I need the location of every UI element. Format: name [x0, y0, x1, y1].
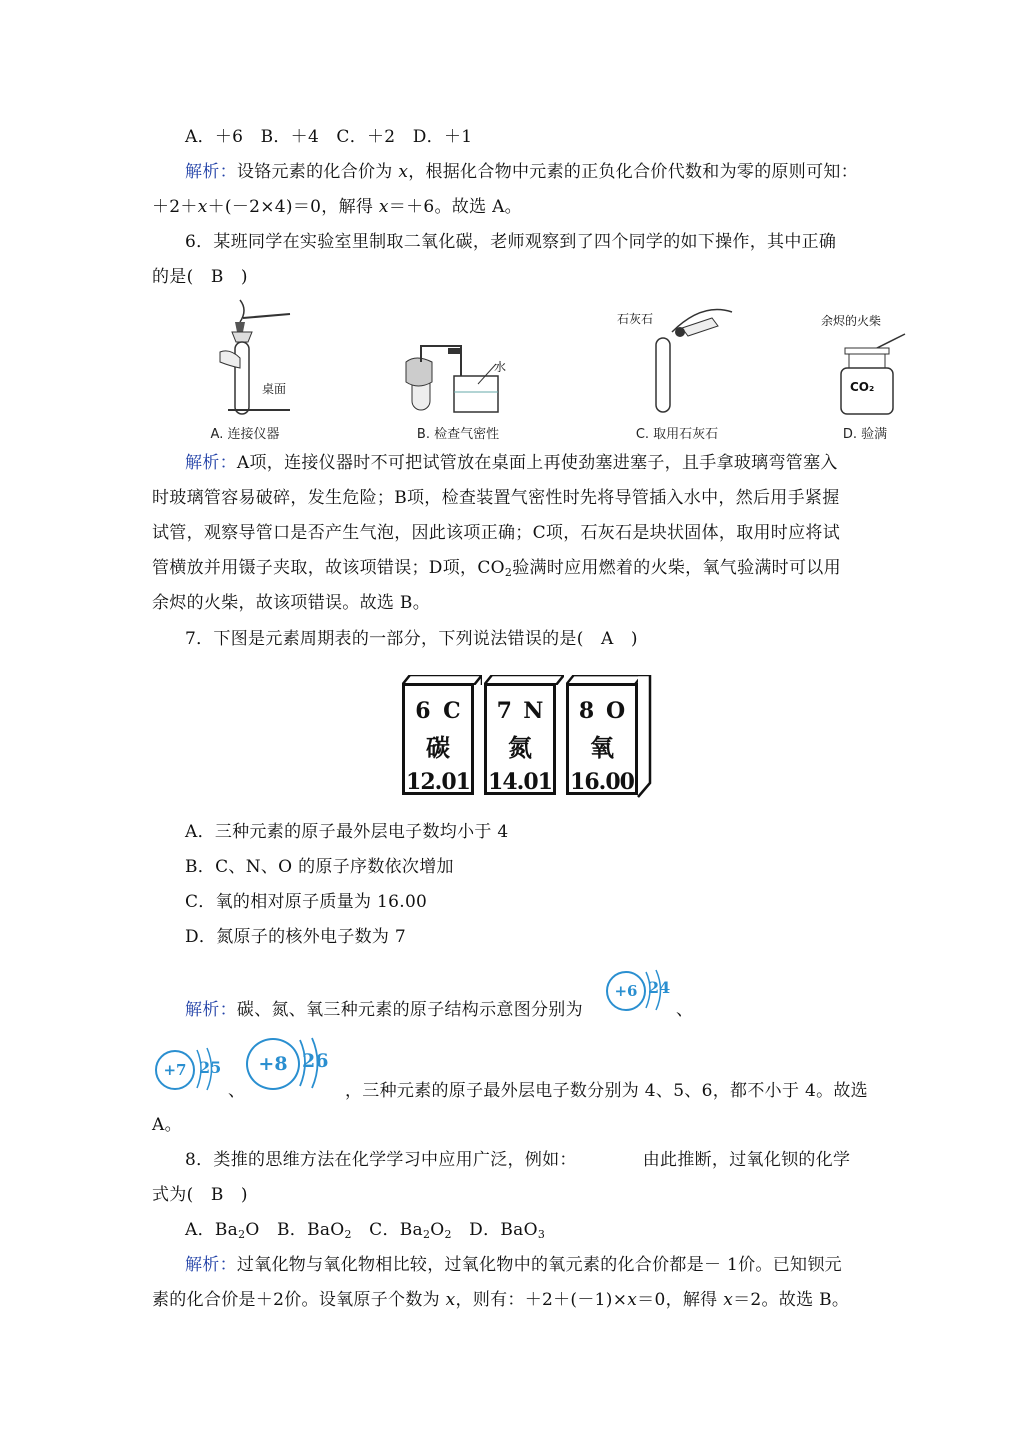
q8-options: A．$Ba_2O$ B．BaO$_2$ C．$Ba_2O_2$ D．BaO$_3$	[185, 1220, 546, 1241]
q7-stem: 7．下图是元素周期表的一部分，下列说法错误的是( A )	[185, 629, 638, 649]
atomic-number: 8	[578, 698, 595, 724]
airtightness-illustration	[398, 292, 518, 422]
q6-analysis-line4: 管横放并用镊子夹取，故该项错误；D项，$CO_2$验满时应用燃着的火柴，氧气验满时可以用	[152, 558, 841, 579]
q6-analysis-line1: 解析：A项，连接仪器时不可把试管放在桌面上再使劲塞进塞子，且手拿玻璃弯管塞入	[185, 453, 838, 473]
element-name: 氧	[590, 733, 614, 762]
atom-diagram-oxygen	[246, 1036, 336, 1092]
figure-caption: D. 验满	[842, 427, 888, 442]
table-label: 桌面	[262, 382, 287, 396]
q6-analysis-line3: 试管，观察导管口是否产生气泡，因此该项正确；C项，石灰石是块状固体，取用时应将试	[152, 523, 841, 543]
q7-option-a: A．三种元素的原子最外层电子数均小于 4	[185, 822, 509, 842]
water-label: 水	[494, 360, 507, 374]
atom-diagram-nitrogen	[155, 1046, 230, 1096]
q6-stem-line2: 的是( B )	[152, 267, 248, 287]
co2-bottle-label: CO₂	[850, 380, 875, 394]
electron-counts: 25	[199, 1058, 222, 1077]
cube-side-face	[636, 675, 656, 800]
q6-figures	[150, 292, 910, 442]
figure-caption: A. 连接仪器	[210, 427, 280, 442]
match-label: 余烬的火柴	[821, 314, 882, 328]
q7-analysis-line2: ，三种元素的原子最外层电子数分别为 4、5、6，都不小于 4。故选	[345, 1081, 868, 1101]
atom-diagram-carbon	[606, 968, 676, 1018]
test-tube-stopper-illustration	[180, 292, 310, 422]
element-cell-oxygen	[566, 675, 646, 795]
q8-stem-line1: 8．类推的思维方法在化学学习中应用广泛，例如： 由此推断，过氧化钡的化学	[185, 1150, 851, 1170]
q8-analysis-line1: 解析：过氧化物与氧化物相比较，过氧化物中的氧元素的化合价都是－ 1价。已知钡元	[185, 1255, 842, 1275]
q5-options: A．＋6 B．＋4 C．＋2 D．＋1	[185, 127, 473, 147]
nucleus: +6	[606, 971, 646, 1011]
element-name: 碳	[426, 733, 450, 762]
nucleus: +8	[246, 1038, 300, 1090]
periodic-table-excerpt	[396, 665, 660, 805]
q6-analysis-line5: 余烬的火柴，故该项错误。故选 B。	[152, 593, 430, 613]
nucleus: +7	[155, 1050, 195, 1090]
q7-option-b: B．C、N、O 的原子序数依次增加	[185, 857, 454, 877]
atomic-number: 7	[496, 698, 512, 724]
element-symbol: N	[523, 698, 544, 724]
atomic-mass: 16.00	[570, 769, 634, 795]
q7-analysis-line1: 解析：碳、氮、氧三种元素的原子结构示意图分别为	[185, 1000, 583, 1020]
analysis-label: 解析：	[185, 453, 237, 473]
figure-caption: C. 取用石灰石	[635, 427, 719, 442]
electron-counts: 24	[648, 978, 671, 997]
atomic-mass: 14.01	[488, 769, 552, 795]
q8-stem-line2: 式为( B )	[152, 1185, 248, 1205]
q5-analysis-line1: 解析：设铬元素的化合价为 x，根据化合物中元素的正负化合价代数和为零的原则可知：	[185, 162, 859, 182]
element-cell-carbon	[402, 675, 482, 795]
atomic-mass: 12.01	[406, 769, 470, 795]
element-name: 氮	[508, 733, 532, 762]
element-cell-nitrogen	[484, 675, 564, 795]
q5-analysis-line2: ＋2＋x＋(－2×4)＝0，解得 x＝＋6。故选 A。	[152, 197, 522, 217]
element-symbol: O	[605, 698, 626, 724]
separator: 、	[228, 1081, 246, 1101]
figure-check-airtightness	[398, 292, 518, 442]
q6-stem-line1: 6．某班同学在实验室里制取二氧化碳，老师观察到了四个同学的如下操作，其中正确	[185, 232, 837, 252]
q7-analysis-line3: A。	[152, 1115, 182, 1135]
q8-analysis-line2: 素的化合价是＋2价。设氧原子个数为 x，则有：＋2＋(－1)×x＝0，解得 x＝2。故选 B。	[152, 1290, 850, 1310]
element-symbol: C	[443, 698, 461, 724]
figure-caption: B. 检查气密性	[416, 427, 500, 442]
analysis-label: 解析：	[185, 162, 237, 182]
figure-verify-full	[815, 292, 915, 442]
analysis-label: 解析：	[185, 1000, 237, 1020]
separator: 、	[676, 1000, 694, 1020]
figure-connect-apparatus	[180, 292, 310, 442]
limestone-label: 石灰石	[617, 312, 654, 326]
q7-option-c: C．氧的相对原子质量为 16.00	[185, 892, 428, 912]
analysis-label: 解析：	[185, 1255, 237, 1275]
figure-take-limestone	[612, 292, 742, 442]
atomic-number: 6	[415, 698, 431, 724]
q7-option-d: D．氮原子的核外电子数为 7	[185, 927, 407, 947]
electron-counts: 26	[302, 1050, 329, 1072]
q6-analysis-line2: 时玻璃管容易破碎，发生危险；B项，检查装置气密性时先将导管插入水中，然后用手紧握	[152, 488, 840, 508]
